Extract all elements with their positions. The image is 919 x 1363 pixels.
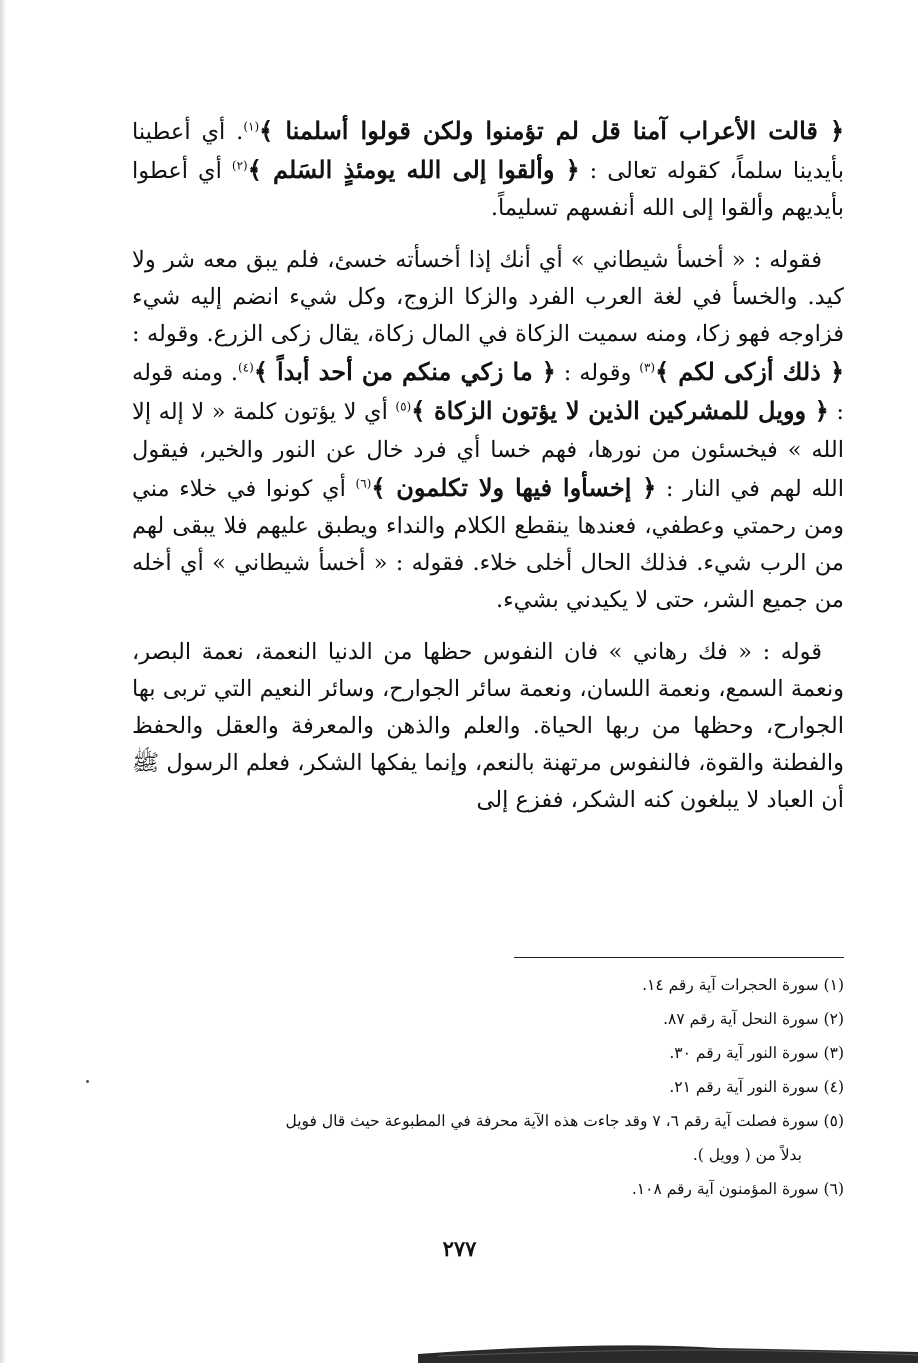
scan-edge-shadow (0, 0, 6, 1363)
footnote-reference[interactable]: (٢) (231, 158, 248, 173)
footnote-reference[interactable]: (١) (243, 119, 260, 134)
body-text-run: أي أعطوا بأيديهم وألقوا إلى الله أنفسهم تسليماً. (132, 158, 844, 222)
scan-speck (86, 1080, 89, 1083)
body-text-run: أي لا يؤتون كلمة « لا إله إلا الله » فيخسئون من نورها، فهم خسا أي فرد خال عن النور والخير، فيقول الله لهم في النار : (132, 399, 844, 502)
footnote-text: سورة المؤمنون آية رقم ١٠٨. (631, 1180, 819, 1198)
footnote-item (132, 1172, 844, 1206)
quran-verse: ﴿ ذلك أزكى لكم ﴾ (655, 357, 845, 387)
scan-bottom-smudge (418, 1338, 918, 1363)
body-text-run: قوله : « فك رهاني » فان النفوس حظها من الدنيا النعمة، نعمة البصر، ونعمة السمع، ونعمة اللسان، ونعمة سائر الجوارح، وسائر النعيم التي تربى بها الجوارح، وحظها من ربها الحياة. والعلم والذهن والمعرفة والعقل والحفظ والفطنة والقوة، فالنفوس مرتهنة بالنعم، وإنما يفكها الشكر، فعلم الرسول ﷺ أن العباد لا يبلغون كنه الشكر، ففزع إلى (132, 638, 844, 814)
footnote-item (132, 968, 844, 1002)
footnote-number: (٤) (823, 1078, 844, 1096)
footnote-reference[interactable]: (٥) (395, 399, 412, 414)
footnote-divider (514, 957, 844, 958)
page-number: ٢٧٧ (442, 1236, 477, 1261)
body-text-run: فقوله : « أخسأ شيطاني » أي أنك إذا أخسأته خسئ، فلم يبق معه شر ولا كيد. والخسأ في لغة العرب الفرد والزكا الزوج، وكل شيء انضم إليه شيء فزاوجه فهو زكا، ومنه سميت الزكاة في المال زكاة، يقال زكى الزرع. وقوله : (132, 246, 844, 348)
footnote-text: سورة النور آية رقم ٢١. (669, 1078, 819, 1096)
footnote-text: سورة النور آية رقم ٣٠. (669, 1044, 819, 1062)
quran-verse: ﴿ إخسأوا فيها ولا تكلمون ﴾ (371, 472, 657, 502)
footnote-item (132, 1104, 844, 1138)
footnote-reference[interactable]: (٤) (237, 360, 254, 375)
main-text-block (132, 112, 844, 820)
footnotes-block (132, 968, 844, 1206)
quran-verse: ﴿ وألقوا إلى الله يومئذٍ السَلم ﴾ (247, 155, 580, 185)
footnote-number: (٢) (823, 1010, 844, 1028)
footnote-number: (٥) (823, 1112, 844, 1130)
quran-verse: ﴿ ما زكي منكم من أحد أبداً ﴾ (253, 357, 556, 387)
footnote-text: سورة النحل آية رقم ٨٧. (663, 1010, 819, 1028)
footnote-number: (٦) (823, 1180, 844, 1198)
quran-verse: ﴿ وويل للمشركين الذين لا يؤتون الزكاة ﴾ (411, 396, 829, 426)
footnote-reference[interactable]: (٦) (355, 476, 372, 491)
footnote-reference[interactable]: (٣) (639, 360, 656, 375)
body-text-run: وقوله : (555, 360, 640, 387)
body-text-run: أي كونوا في خلاء مني ومن رحمتي وعطفي، فعندها ينقطع الكلام والنداء ويطبق عليهم فلا يبقى لهم من الرب شيء. فذلك الحال أخلى خلاء. فقوله : « أخسأ شيطاني » أي أخله من جميع الشر، حتى لا يكيدني بشيء. (132, 475, 844, 614)
body-text-run: . ومنه قوله : (132, 360, 844, 426)
paragraph (132, 634, 844, 820)
footnote-number: (١) (823, 976, 844, 994)
body-text-run: . أي أعطينا بأيدينا سلماً، كقوله تعالى : (132, 119, 844, 185)
footnote-number: (٣) (823, 1044, 844, 1062)
footnote-continuation: بدلاً من ( وويل ). (692, 1146, 802, 1164)
footnote-item (132, 1036, 844, 1070)
footnote-item (132, 1070, 844, 1104)
paragraph (132, 112, 844, 228)
paragraph (132, 242, 844, 620)
footnote-item (132, 1002, 844, 1036)
footnote-text: سورة فصلت آية رقم ٦، ٧ وقد جاءت هذه الآية محرفة في المطبوعة حيث قال فويل (285, 1112, 819, 1130)
footnote-text: سورة الحجرات آية رقم ١٤. (642, 976, 819, 994)
quran-verse: ﴿ قالت الأعراب آمنا قل لم تؤمنوا ولكن قولوا أسلمنا ﴾ (259, 116, 845, 145)
